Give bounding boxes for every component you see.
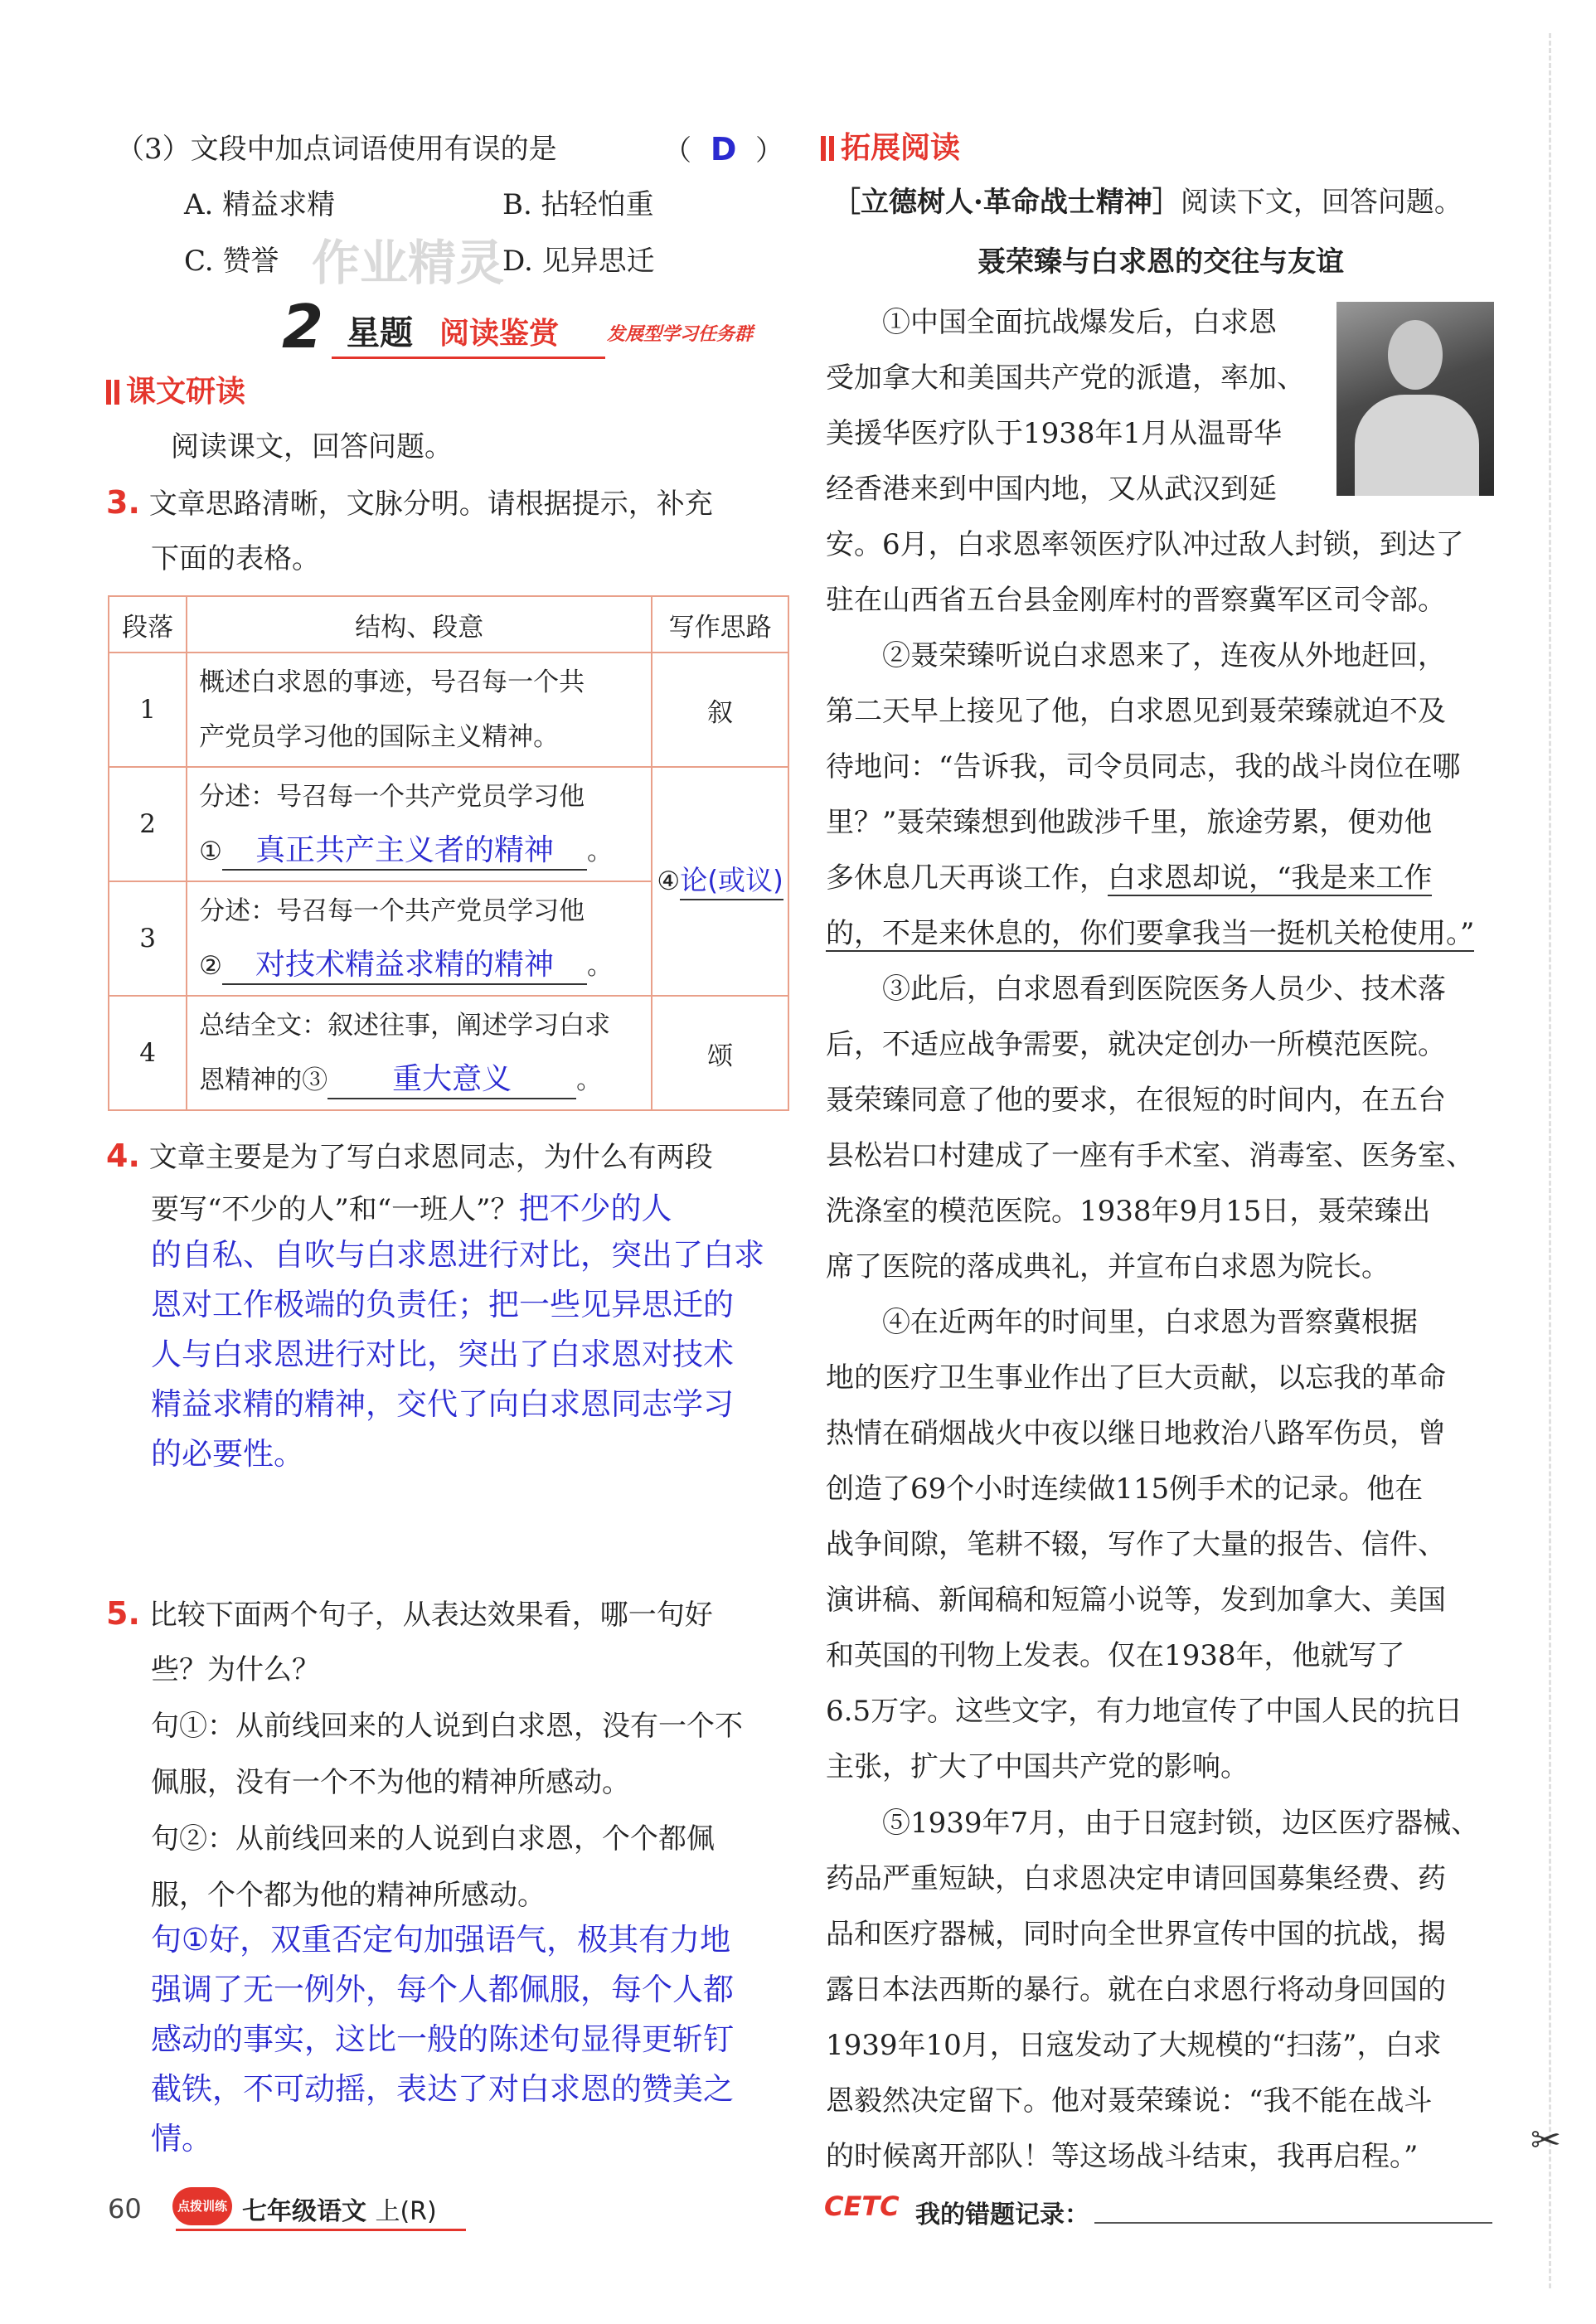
table-row xyxy=(109,767,788,881)
option-d: D. 见异思迁 xyxy=(502,245,655,278)
reading-tag: ［立德树人·革命战士精神］ xyxy=(832,186,1181,219)
row-number: 3 xyxy=(109,881,187,996)
margin-dashed-line xyxy=(1549,33,1551,2288)
paragraph-3: ③此后，白求恩看到医院医务人员少、技术落 后，不适应战争需要，就决定创办一所模范医院。 聂荣臻同意了他的要求，在很短的时间内，在五台 县松岩口村建成了一座有手术室、消毒室、医务室、 洗涤室的模范医院。1938年9月15日，聂荣臻出 席了医院的落成典礼，并宣布白求恩为院长。 xyxy=(826,973,1474,1283)
answer-blank-4: 论(或议) xyxy=(680,862,783,900)
banner-subtitle: 发展型学习任务群 xyxy=(607,324,754,345)
paragraph-5: ⑤1939年7月，由于日寇封锁，边区医疗器械、 药品严重短缺，白求恩决定申请回国募集经费、药 品和医疗器械，同时向全世界宣传中国的抗战，揭 露日本法西斯的暴行。就在白求恩行将动身回国的 1939年10月，日寇发动了大规模的“扫荡”，白求 恩毅然决定留下。他对聂荣臻说：“我不能在战斗 的时候离开部队！等这场战斗结束，我再启程。” xyxy=(826,1807,1480,2173)
table-header-writing: 写作思路 xyxy=(652,596,788,653)
reading-instruction: 阅读课文，回答问题。 xyxy=(171,430,453,463)
banner-title: 阅读鉴赏 xyxy=(439,317,560,351)
row-number: 1 xyxy=(109,653,187,767)
footer-title: 七年级语文 上(R) xyxy=(242,2197,437,2226)
paragraph-1: ①中国全面抗战爆发后，白求恩 受加拿大和美国共产党的派遣，率加、 美援华医疗队于1938年1月从温哥华 经香港来到中国内地，又从武汉到延 安。6月，白求恩率领医疗队冲过敌人封锁，到达了 驻在山西省五台县金刚库村的晋察冀军区司令部。 xyxy=(826,306,1464,617)
option-a: A. 精益求精 xyxy=(184,188,336,221)
banner-underline xyxy=(332,357,605,359)
q3-answer-paren: （ D ） xyxy=(663,131,784,167)
q4-text-2-line xyxy=(151,1181,672,1238)
row-content: 概述白求恩的事迹，号召每一个共 产党员学习他的国际主义精神。 xyxy=(187,653,652,767)
scissors-icon: ✂ xyxy=(1531,2119,1561,2161)
paragraph-2: ②聂荣臻听说白求恩来了，连夜从外地赶回， 第二天早上接见了他，白求恩见到聂荣臻就迫不及 待地问：“告诉我，司令员同志，我的战斗岗位在哪 里？”聂荣臻想到他跋涉千里，旅途劳累，便劝他 多休息几天再谈工作，白求恩却说，“我是来工作 的，不是来休息的，你们要拿我当一挺机关枪使用。” xyxy=(826,639,1475,950)
row-number: 2 xyxy=(109,767,187,881)
q4-number: 4. xyxy=(106,1138,140,1174)
structure-table xyxy=(108,595,789,1111)
watermark: 作业精灵 xyxy=(312,235,505,291)
row-content: 分述：号召每一个共产党员学习他 ① 真正共产主义者的精神 。 xyxy=(187,767,652,881)
paragraph-4: ④在近两年的时间里，白求恩为晋察冀根据 地的医疗卫生事业作出了巨大贡献，以忘我的革命 热情在硝烟战火中夜以继日地救治八路军伤员，曾 创造了69个小时连续做115例手术的记录。他在 战争间隙，笔耕不辍，写作了大量的报告、信件、 演讲稿、新闻稿和短篇小说等，发到加拿大、美国 和英国的刊物上发表。仅在1938年，他就写了 6.5万字。这些文字，有力地宣传了中国人民的抗日 主张，扩大了中国共产党的影响。 xyxy=(826,1306,1463,1783)
mistake-record-label: 我的错题记录： xyxy=(915,2200,1089,2229)
page-number: 60 xyxy=(108,2193,142,2225)
option-b: B. 拈轻怕重 xyxy=(502,188,654,221)
q4-text-2: 要写“不少的人”和“一班人”？ xyxy=(151,1193,519,1226)
reading-tag-line: ［立德树人·革命战士精神］阅读下文，回答问题。 xyxy=(832,186,1463,219)
option-c: C. 赞誉 xyxy=(184,245,279,278)
section-bar-icon xyxy=(106,380,111,405)
right-column xyxy=(821,0,1501,2324)
article-title: 聂荣臻与白求恩的交往与友谊 xyxy=(977,245,1344,279)
q3-number: 3. xyxy=(106,484,140,521)
question-4 xyxy=(106,1128,713,1186)
table-header-structure: 结构、段意 xyxy=(187,596,652,653)
answer-blank-3: 重大意义 xyxy=(327,1061,576,1099)
section-heading-2-label: 拓展阅读 xyxy=(841,131,961,165)
writing-xu: 叙 xyxy=(652,653,788,767)
banner-number: 2 xyxy=(282,292,324,361)
section-bar-icon xyxy=(114,380,119,405)
q4-text-1: 文章主要是为了写白求恩同志，为什么有两段 xyxy=(148,1141,713,1174)
writing-lun: ④论(或议) xyxy=(652,767,788,996)
table-header-paragraph: 段落 xyxy=(109,596,187,653)
row-content: 分述：号召每一个共产党员学习他 ② 对技术精益求精的精神 。 xyxy=(187,881,652,996)
question-5 xyxy=(106,1585,713,1643)
underlined-quote-2: 的，不是来休息的，你们要拿我当一挺机关枪使用。” xyxy=(826,917,1475,950)
sentence-1b: 佩服，没有一个不为他的精神所感动。 xyxy=(151,1766,630,1799)
q5-text-2: 些？为什么？ xyxy=(151,1653,320,1686)
q4-answer-start: 把不少的人 xyxy=(518,1191,672,1226)
q5-answer: 句①好，双重否定句加强语气，极其有力地 强调了无一例外，每个人都佩服，每个人都 感动的事实，这比一般的陈述句显得更斩钉 截铁，不可动摇，表达了对白求恩的赞美之 情。 xyxy=(151,1922,734,2157)
underlined-quote-1: 白求恩却说，“我是来工作 xyxy=(1108,861,1433,895)
footer-logo-right: CETC xyxy=(824,2191,900,2222)
section-bar-icon xyxy=(821,136,826,161)
table-row xyxy=(109,653,788,767)
footer-logo-left: 点拨训练 xyxy=(172,2187,232,2225)
section-bar-icon xyxy=(829,136,834,161)
footer-underline xyxy=(176,2229,466,2231)
question-3 xyxy=(106,474,713,532)
q5-text-1: 比较下面两个句子，从表达效果看，哪一句好 xyxy=(148,1599,713,1632)
sentence-1a: 句①：从前线回来的人说到白求恩，没有一个不 xyxy=(151,1710,743,1743)
q3-text-2: 下面的表格。 xyxy=(151,542,320,575)
section-heading-1 xyxy=(106,368,245,410)
section-banner xyxy=(282,292,796,363)
table-row xyxy=(109,996,788,1110)
row-content: 总结全文：叙述往事，阐述学习白求 恩精神的③ 重大意义 。 xyxy=(187,996,652,1110)
section-heading-1-label: 课文研读 xyxy=(126,375,246,409)
q3-sub-question: （3）文段中加点词语使用有误的是 xyxy=(116,133,557,166)
q4-answer: 的自私、自吹与白求恩进行对比，突出了白求 恩对工作极端的负责任；把一些见异思迁的 人与白求恩进行对比，突出了白求恩对技术 精益求精的精神，交代了向白求恩同志学习 的必要性。 xyxy=(151,1237,764,1472)
q3-answer: D xyxy=(710,131,737,167)
answer-blank-1: 真正共产主义者的精神 xyxy=(222,832,587,871)
sentence-2a: 句②：从前线回来的人说到白求恩，个个都佩 xyxy=(151,1822,715,1856)
section-heading-2 xyxy=(821,124,960,167)
writing-song: 颂 xyxy=(652,996,788,1110)
q5-number: 5. xyxy=(106,1595,140,1632)
sentence-2b: 服，个个都为他的精神所感动。 xyxy=(151,1879,546,1912)
answer-blank-2: 对技术精益求精的精神 xyxy=(222,947,587,985)
mistake-record-line xyxy=(1094,2222,1492,2224)
banner-star-label: 星题 xyxy=(347,314,413,352)
row-number: 4 xyxy=(109,996,187,1110)
q3-text-1: 文章思路清晰，文脉分明。请根据提示，补充 xyxy=(148,488,713,521)
